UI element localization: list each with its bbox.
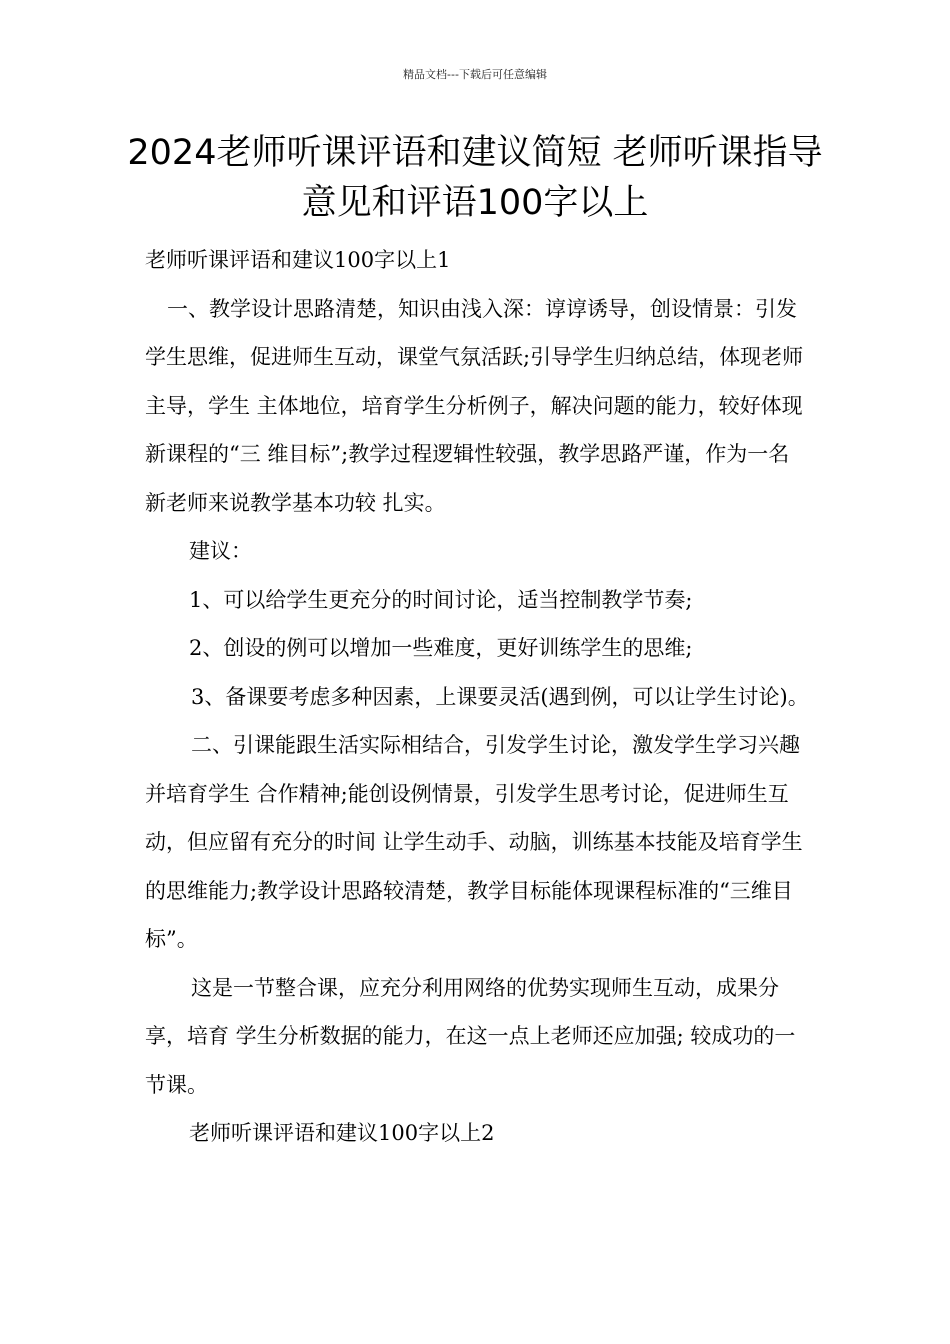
document-body bbox=[145, 236, 810, 1158]
suggestion-item-2: 2、创设的例可以增加一些难度，更好训练学生的思维; bbox=[189, 636, 693, 660]
document-title: 2024老师听课评语和建议简短 老师听课指导意见和评语100字以上 bbox=[127, 133, 823, 223]
section-heading-2: 老师听课评语和建议100字以上2 bbox=[189, 1121, 495, 1145]
paragraph-lesson-intro: 二、引课能跟生活实际相结合，引发学生讨论，激发学生学习兴趣并培育学生 合作精神;能创设例情景，引发学生思考讨论，促进师生互动，但应留有充分的时间 让学生动手、动脑，训练基本技能及培育学生的思维能力;教学设计思路较清楚，教学目标能体现课程标准的“三维目标”。 bbox=[145, 733, 803, 951]
suggestion-item-1: 1、可以给学生更充分的时间讨论，适当控制教学节奏; bbox=[189, 587, 693, 612]
paragraph-suggestions-label: 建议： bbox=[189, 539, 252, 563]
header-note: 精品文档---下载后可任意编辑 bbox=[403, 68, 547, 81]
section-heading-1: 老师听课评语和建议100字以上1 bbox=[145, 248, 451, 272]
paragraph-integration-lesson: 这是一节整合课，应充分利用网络的优势实现师生互动，成果分享，培育 学生分析数据的能力，在这一点上老师还应加强; 较成功的一节课。 bbox=[145, 975, 796, 1097]
suggestion-item-3: 3、备课要考虑多种因素，上课要灵活(遇到例，可以让学生讨论)。 bbox=[191, 684, 809, 709]
paragraph-teaching-design: 一、教学设计思路清楚，知识由浅入深：谆谆诱导，创设情景：引发学生思维，促进师生互动，课堂气氛活跃;引导学生归纳总结，体现老师主导，学生 主体地位，培育学生分析例子，解决问题的能力，较好体现新课程的“三 维目标”;教学过程逻辑性较强，教学思路严谨，作为一名新老师来说教学基本功较 扎实。 bbox=[145, 296, 804, 515]
